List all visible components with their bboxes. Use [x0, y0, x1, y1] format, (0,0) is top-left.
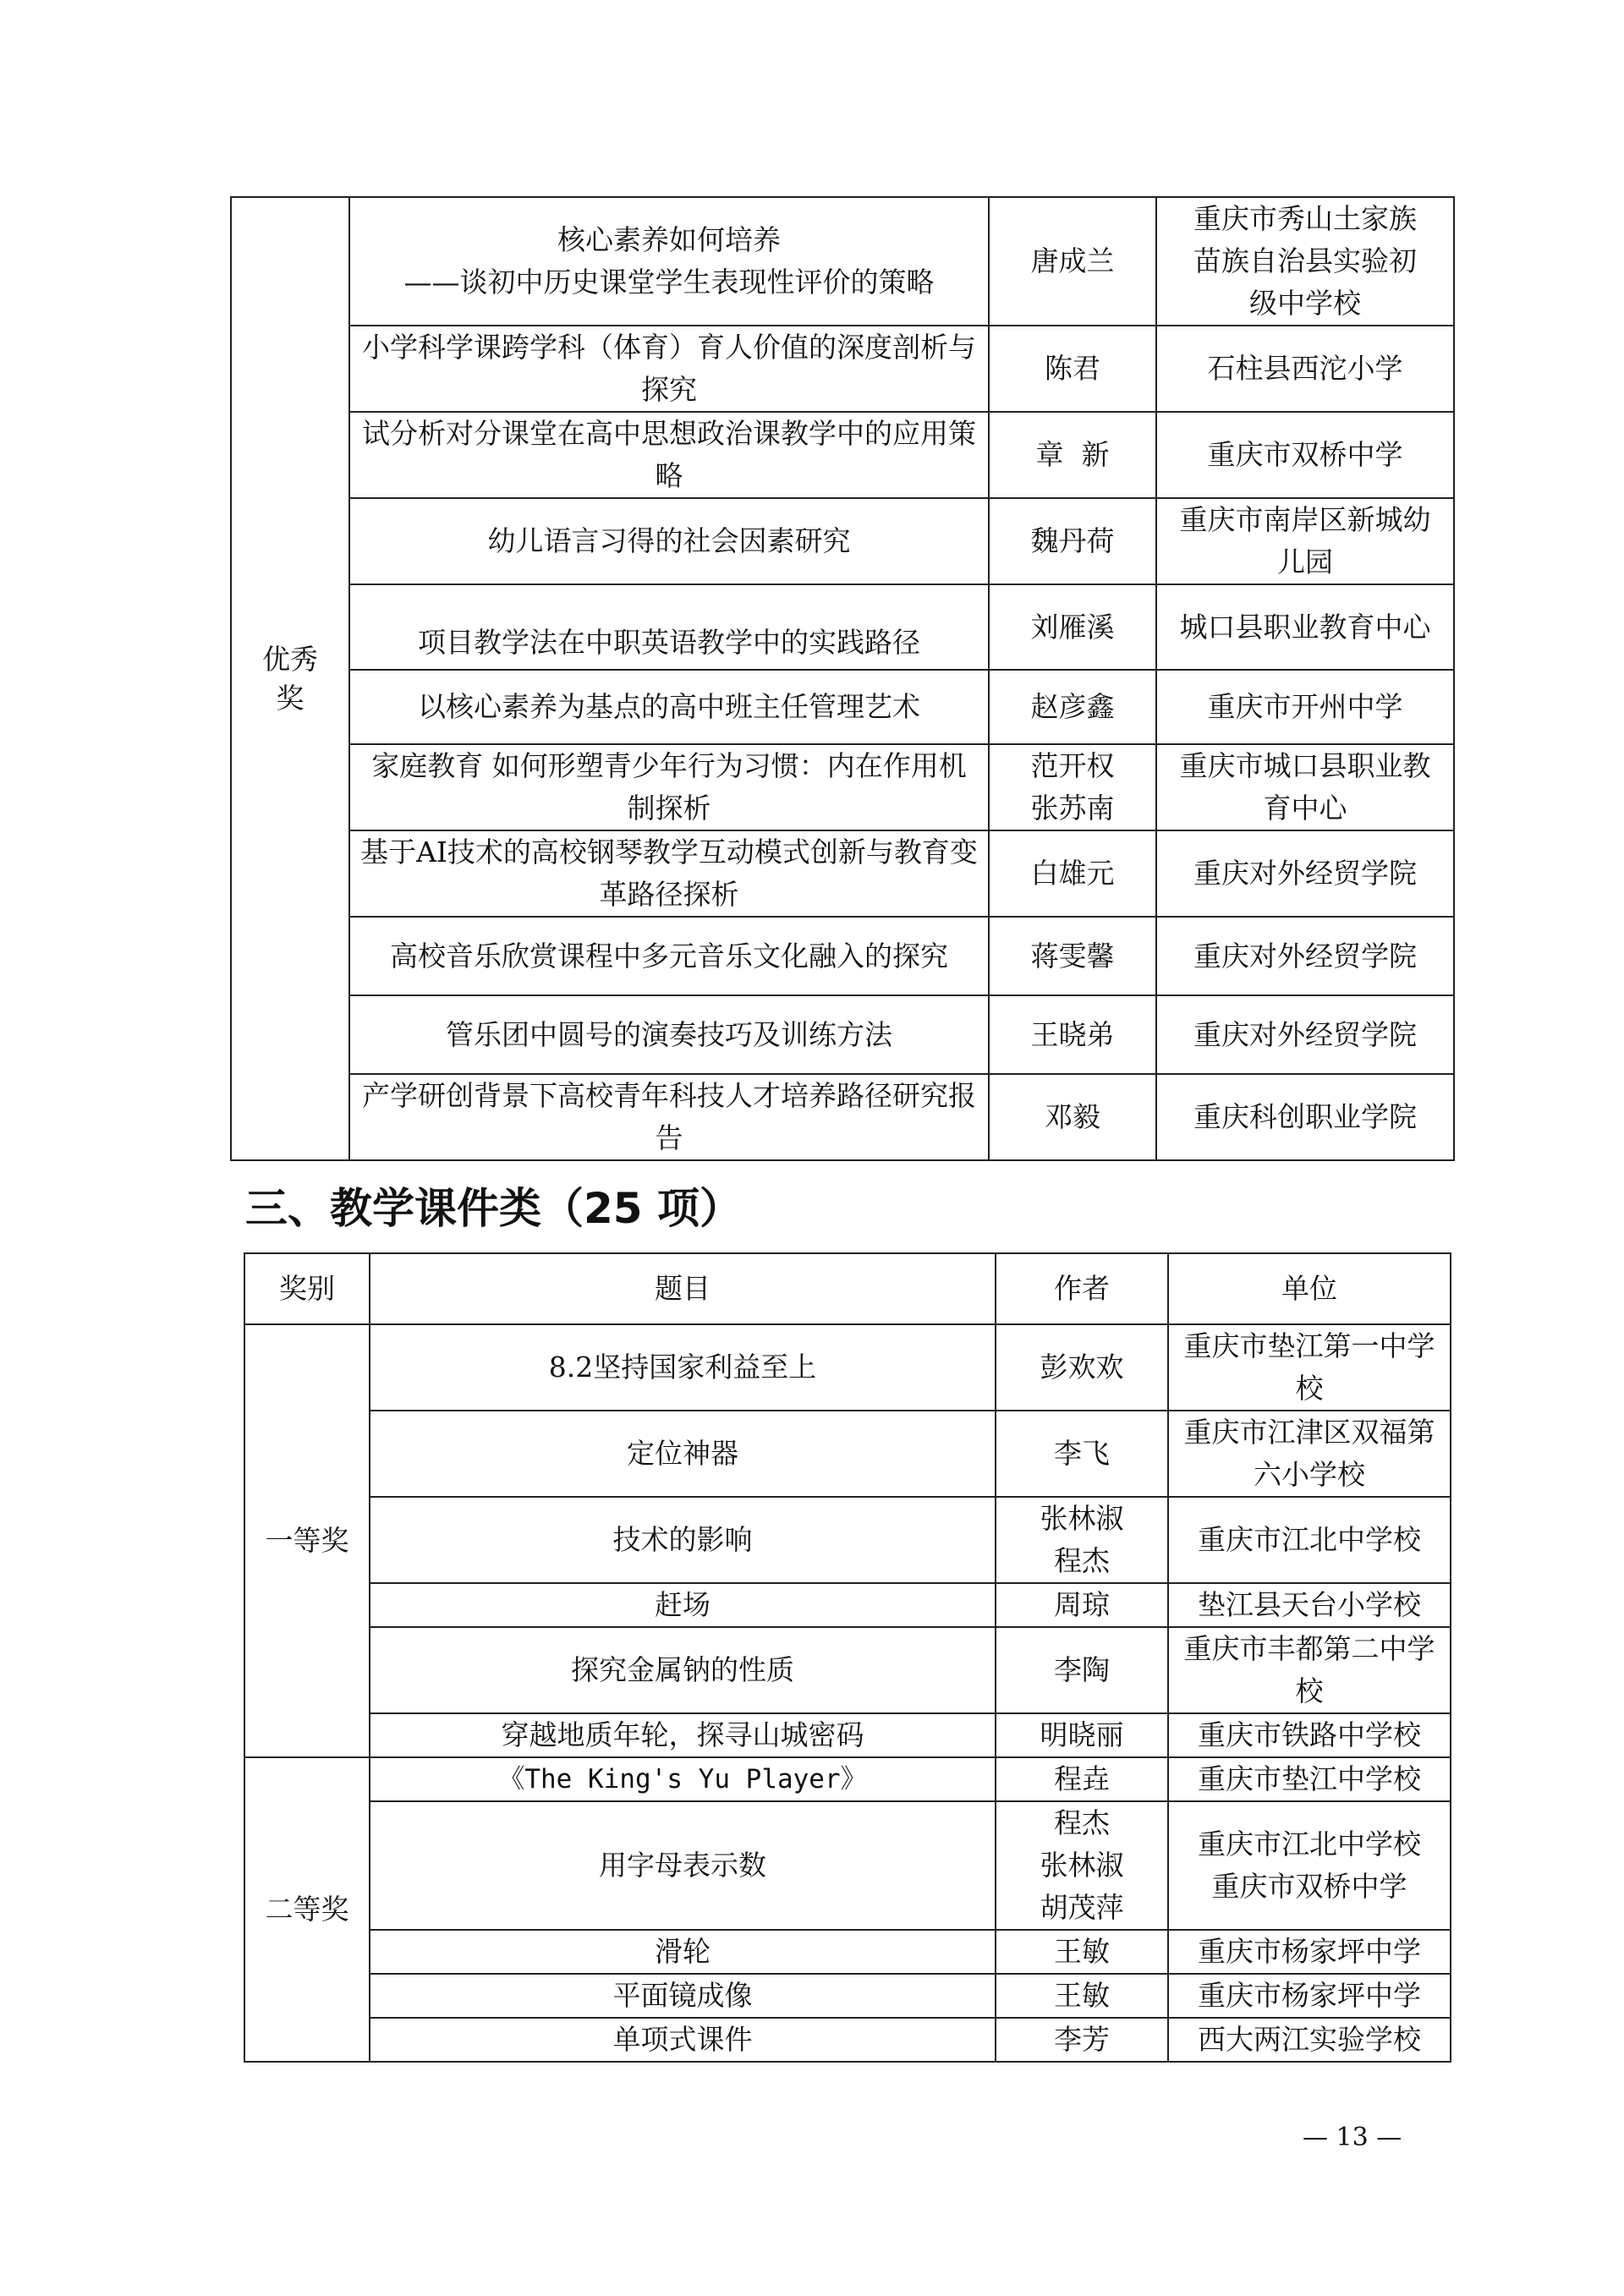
paper-title: 核心素养如何培养 ——谈初中历史课堂学生表现性评价的策略 [349, 197, 989, 326]
unit: 垫江县天台小学校 [1168, 1583, 1451, 1627]
unit: 重庆市铁路中学校 [1168, 1713, 1451, 1757]
author: 明晓丽 [996, 1713, 1168, 1757]
table-row [244, 1627, 1451, 1713]
unit: 重庆市南岸区新城幼儿园 [1156, 498, 1454, 584]
courseware-title: 赶场 [370, 1583, 996, 1627]
table-row [244, 1324, 1451, 1411]
table-row [231, 584, 1454, 670]
table-row [244, 2018, 1451, 2062]
unit: 重庆对外经贸学院 [1156, 995, 1454, 1074]
unit: 重庆市垫江第一中学校 [1168, 1324, 1451, 1411]
paper-title: 高校音乐欣赏课程中多元音乐文化融入的探究 [349, 917, 989, 995]
author: 蒋雯馨 [989, 917, 1156, 995]
author: 李飞 [996, 1411, 1168, 1497]
award-table-continued [230, 196, 1455, 1161]
unit: 重庆市双桥中学 [1156, 412, 1454, 498]
unit: 重庆市杨家坪中学 [1168, 1930, 1451, 1974]
author: 张林淑 程杰 [996, 1497, 1168, 1583]
table-row [231, 412, 1454, 498]
paper-title: 试分析对分课堂在高中思想政治课教学中的应用策略 [349, 412, 989, 498]
paper-title: 以核心素养为基点的高中班主任管理艺术 [349, 670, 989, 744]
paper-title: 产学研创背景下高校青年科技人才培养路径研究报告 [349, 1074, 989, 1160]
courseware-title: 穿越地质年轮，探寻山城密码 [370, 1713, 996, 1757]
table-row [231, 830, 1454, 917]
unit: 重庆市垫江中学校 [1168, 1757, 1451, 1801]
header-award: 奖别 [244, 1253, 370, 1324]
paper-title: 项目教学法在中职英语教学中的实践路径 [349, 584, 989, 670]
author: 程垚 [996, 1757, 1168, 1801]
unit: 重庆市江北中学校 [1168, 1497, 1451, 1583]
award-category: 一等奖 [244, 1324, 370, 1757]
unit: 重庆市江津区双福第六小学校 [1168, 1411, 1451, 1497]
author: 章 新 [989, 412, 1156, 498]
award-category: 优秀奖 [231, 197, 349, 1160]
author: 周琼 [996, 1583, 1168, 1627]
author: 李芳 [996, 2018, 1168, 2062]
header-title: 题目 [370, 1253, 996, 1324]
author: 陈君 [989, 326, 1156, 412]
paper-title: 小学科学课跨学科（体育）育人价值的深度剖析与探究 [349, 326, 989, 412]
unit: 重庆市杨家坪中学 [1168, 1974, 1451, 2018]
unit: 西大两江实验学校 [1168, 2018, 1451, 2062]
courseware-title: 单项式课件 [370, 2018, 996, 2062]
table-row [244, 1713, 1451, 1757]
table-row [231, 670, 1454, 744]
author: 邓毅 [989, 1074, 1156, 1160]
table-row [231, 995, 1454, 1074]
table-row [244, 1583, 1451, 1627]
unit: 重庆科创职业学院 [1156, 1074, 1454, 1160]
table-row [244, 1497, 1451, 1583]
unit: 重庆对外经贸学院 [1156, 830, 1454, 917]
courseware-title: 探究金属钠的性质 [370, 1627, 996, 1713]
table-row [231, 917, 1454, 995]
page-number: — 13 — [1303, 2123, 1402, 2152]
paper-title: 管乐团中圆号的演奏技巧及训练方法 [349, 995, 989, 1074]
table-row [244, 1930, 1451, 1974]
author: 魏丹荷 [989, 498, 1156, 584]
table-header-row [244, 1253, 1451, 1324]
author: 刘雁溪 [989, 584, 1156, 670]
unit: 重庆市丰都第二中学校 [1168, 1627, 1451, 1713]
table-row [244, 1411, 1451, 1497]
section-heading: 三、教学课件类（25 项） [245, 1184, 742, 1233]
table-row [231, 744, 1454, 830]
unit: 重庆市城口县职业教育中心 [1156, 744, 1454, 830]
unit: 城口县职业教育中心 [1156, 584, 1454, 670]
paper-title: 家庭教育 如何形塑青少年行为习惯：内在作用机制探析 [349, 744, 989, 830]
author: 程杰 张林淑 胡茂萍 [996, 1801, 1168, 1930]
courseware-title: 滑轮 [370, 1930, 996, 1974]
author: 彭欢欢 [996, 1324, 1168, 1411]
table-row [231, 498, 1454, 584]
author: 范开权 张苏南 [989, 744, 1156, 830]
courseware-title: 平面镜成像 [370, 1974, 996, 2018]
unit: 重庆市江北中学校 重庆市双桥中学 [1168, 1801, 1451, 1930]
unit: 重庆对外经贸学院 [1156, 917, 1454, 995]
courseware-title: 技术的影响 [370, 1497, 996, 1583]
courseware-title: 定位神器 [370, 1411, 996, 1497]
header-unit: 单位 [1168, 1253, 1451, 1324]
author: 王敏 [996, 1930, 1168, 1974]
author: 王敏 [996, 1974, 1168, 2018]
unit: 重庆市开州中学 [1156, 670, 1454, 744]
author: 唐成兰 [989, 197, 1156, 326]
paper-title: 基于AI技术的高校钢琴教学互动模式创新与教育变革路径探析 [349, 830, 989, 917]
table-row [244, 1801, 1451, 1930]
author: 王晓弟 [989, 995, 1156, 1074]
table-row [231, 197, 1454, 326]
author: 李陶 [996, 1627, 1168, 1713]
paper-title: 幼儿语言习得的社会因素研究 [349, 498, 989, 584]
header-author: 作者 [996, 1253, 1168, 1324]
award-category: 二等奖 [244, 1757, 370, 2062]
unit: 石柱县西沱小学 [1156, 326, 1454, 412]
table-row [244, 1757, 1451, 1801]
author: 赵彦鑫 [989, 670, 1156, 744]
unit: 重庆市秀山土家族 苗族自治县实验初 级中学校 [1156, 197, 1454, 326]
table-row [244, 1974, 1451, 2018]
courseware-award-table [244, 1252, 1451, 2063]
courseware-title: 用字母表示数 [370, 1801, 996, 1930]
table-row [231, 1074, 1454, 1160]
author: 白雄元 [989, 830, 1156, 917]
table-row [231, 326, 1454, 412]
courseware-title: 《The King's Yu Player》 [370, 1757, 996, 1801]
courseware-title: 8.2坚持国家利益至上 [370, 1324, 996, 1411]
